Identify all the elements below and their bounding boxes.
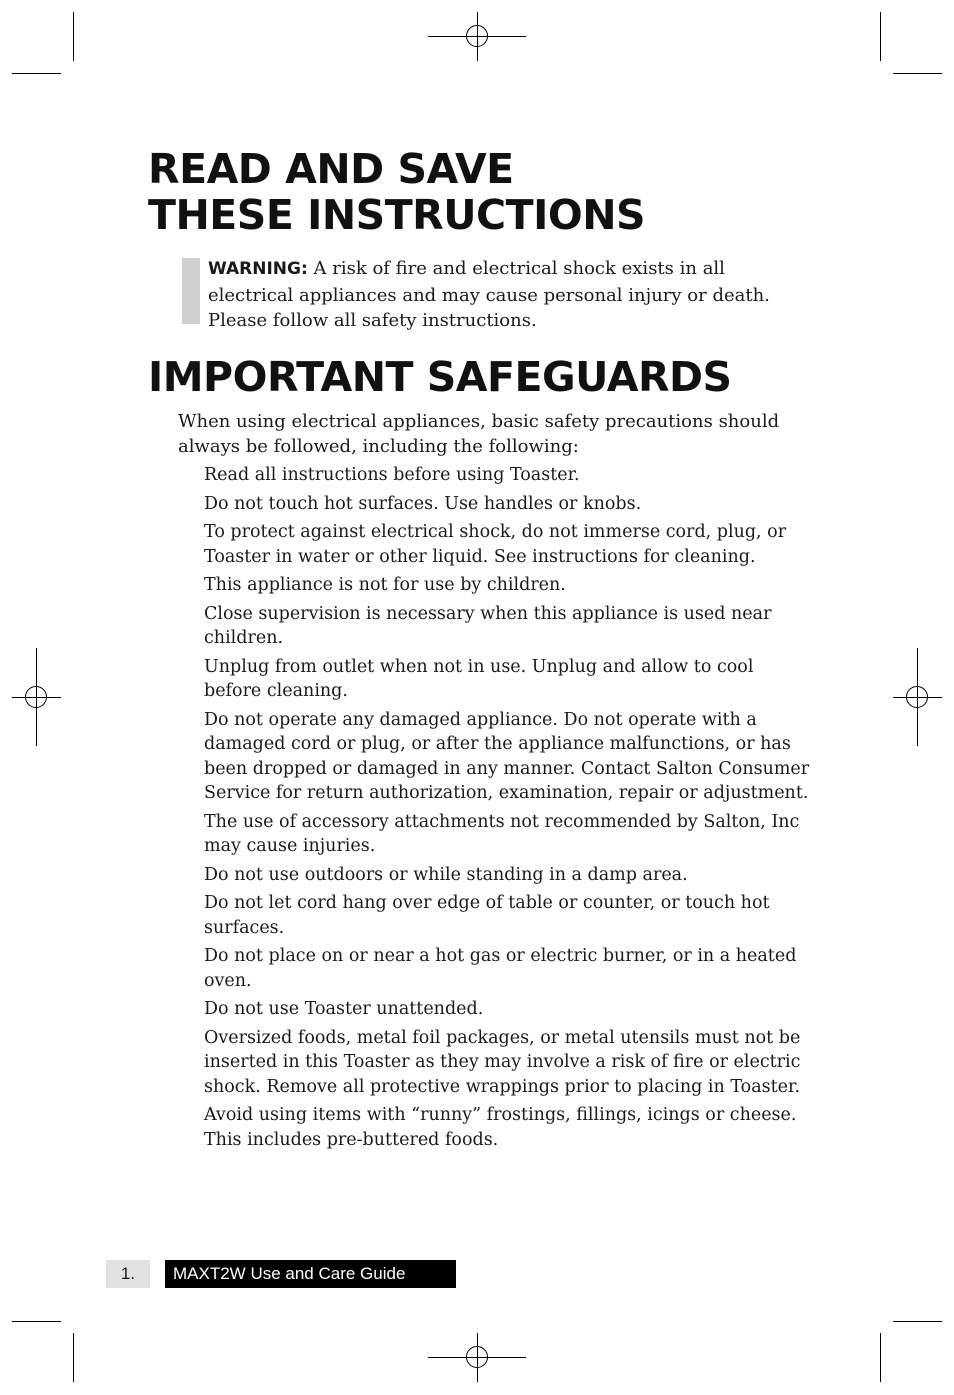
safeguards-list <box>204 463 814 1156</box>
safeguard-item: Do not operate any damaged appliance. Do not operate with a damaged cord or plug, or after the appliance malfunctions, or has been dropped or damaged in any manner. Contact Salton Consumer Service for return authorization, examination, repair or adjustment. <box>204 709 810 803</box>
safeguard-item: Avoid using items with “runny” frostings, fillings, icings or cheese. This includes pre-buttered foods. <box>204 1105 797 1150</box>
warning-body: A risk of fire and electrical shock exists in all electrical appliances and may cause personal injury or death. Please follow all safety instructions. <box>208 258 770 331</box>
safeguard-item: The use of accessory attachments not recommended by Salton, Inc may cause injuries. <box>204 811 800 856</box>
safeguard-item: Oversized foods, metal foil packages, or metal utensils must not be inserted in this Toaster as they may involve a risk of fire or electric shock. Remove all protective wrappings prior to placing in Toaster. <box>204 1027 801 1097</box>
safeguard-item: Unplug from outlet when not in use. Unplug and allow to cool before cleaning. <box>204 656 754 701</box>
safeguard-item: Close supervision is necessary when this appliance is used near children. <box>204 603 772 648</box>
safeguards-title: IMPORTANT SAFEGUARDS <box>148 353 732 401</box>
safeguard-item: Do not use outdoors or while standing in a damp area. <box>204 864 688 885</box>
safeguard-item: Do not place on or near a hot gas or electric burner, or in a heated oven. <box>204 946 797 991</box>
safeguards-intro: When using electrical appliances, basic safety precautions should always be followed, including the following: <box>178 411 780 457</box>
safeguard-item: This appliance is not for use by children. <box>204 575 566 595</box>
safeguard-item: Read all instructions before using Toaster. <box>204 465 580 485</box>
warning-text <box>208 256 788 334</box>
safeguard-item: Do not let cord hang over edge of table or counter, or touch hot surfaces. <box>204 893 770 938</box>
page-number: 1. <box>106 1260 150 1288</box>
safeguard-item: Do not touch hot surfaces. Use handles or knobs. <box>204 493 642 514</box>
page-title-line-2: THESE INSTRUCTIONS <box>148 191 646 239</box>
page-title <box>148 146 645 238</box>
warning-label: WARNING: <box>208 259 308 279</box>
page-title-line-1: READ AND SAVE <box>148 145 514 193</box>
safeguard-item: To protect against electrical shock, do not immerse cord, plug, or Toaster in water or other liquid. See instructions for cleaning. <box>204 522 787 567</box>
safeguard-item: Do not use Toaster unattended. <box>204 999 484 1019</box>
warning-bar <box>182 258 200 324</box>
guide-title: MAXT2W Use and Care Guide <box>165 1260 456 1288</box>
